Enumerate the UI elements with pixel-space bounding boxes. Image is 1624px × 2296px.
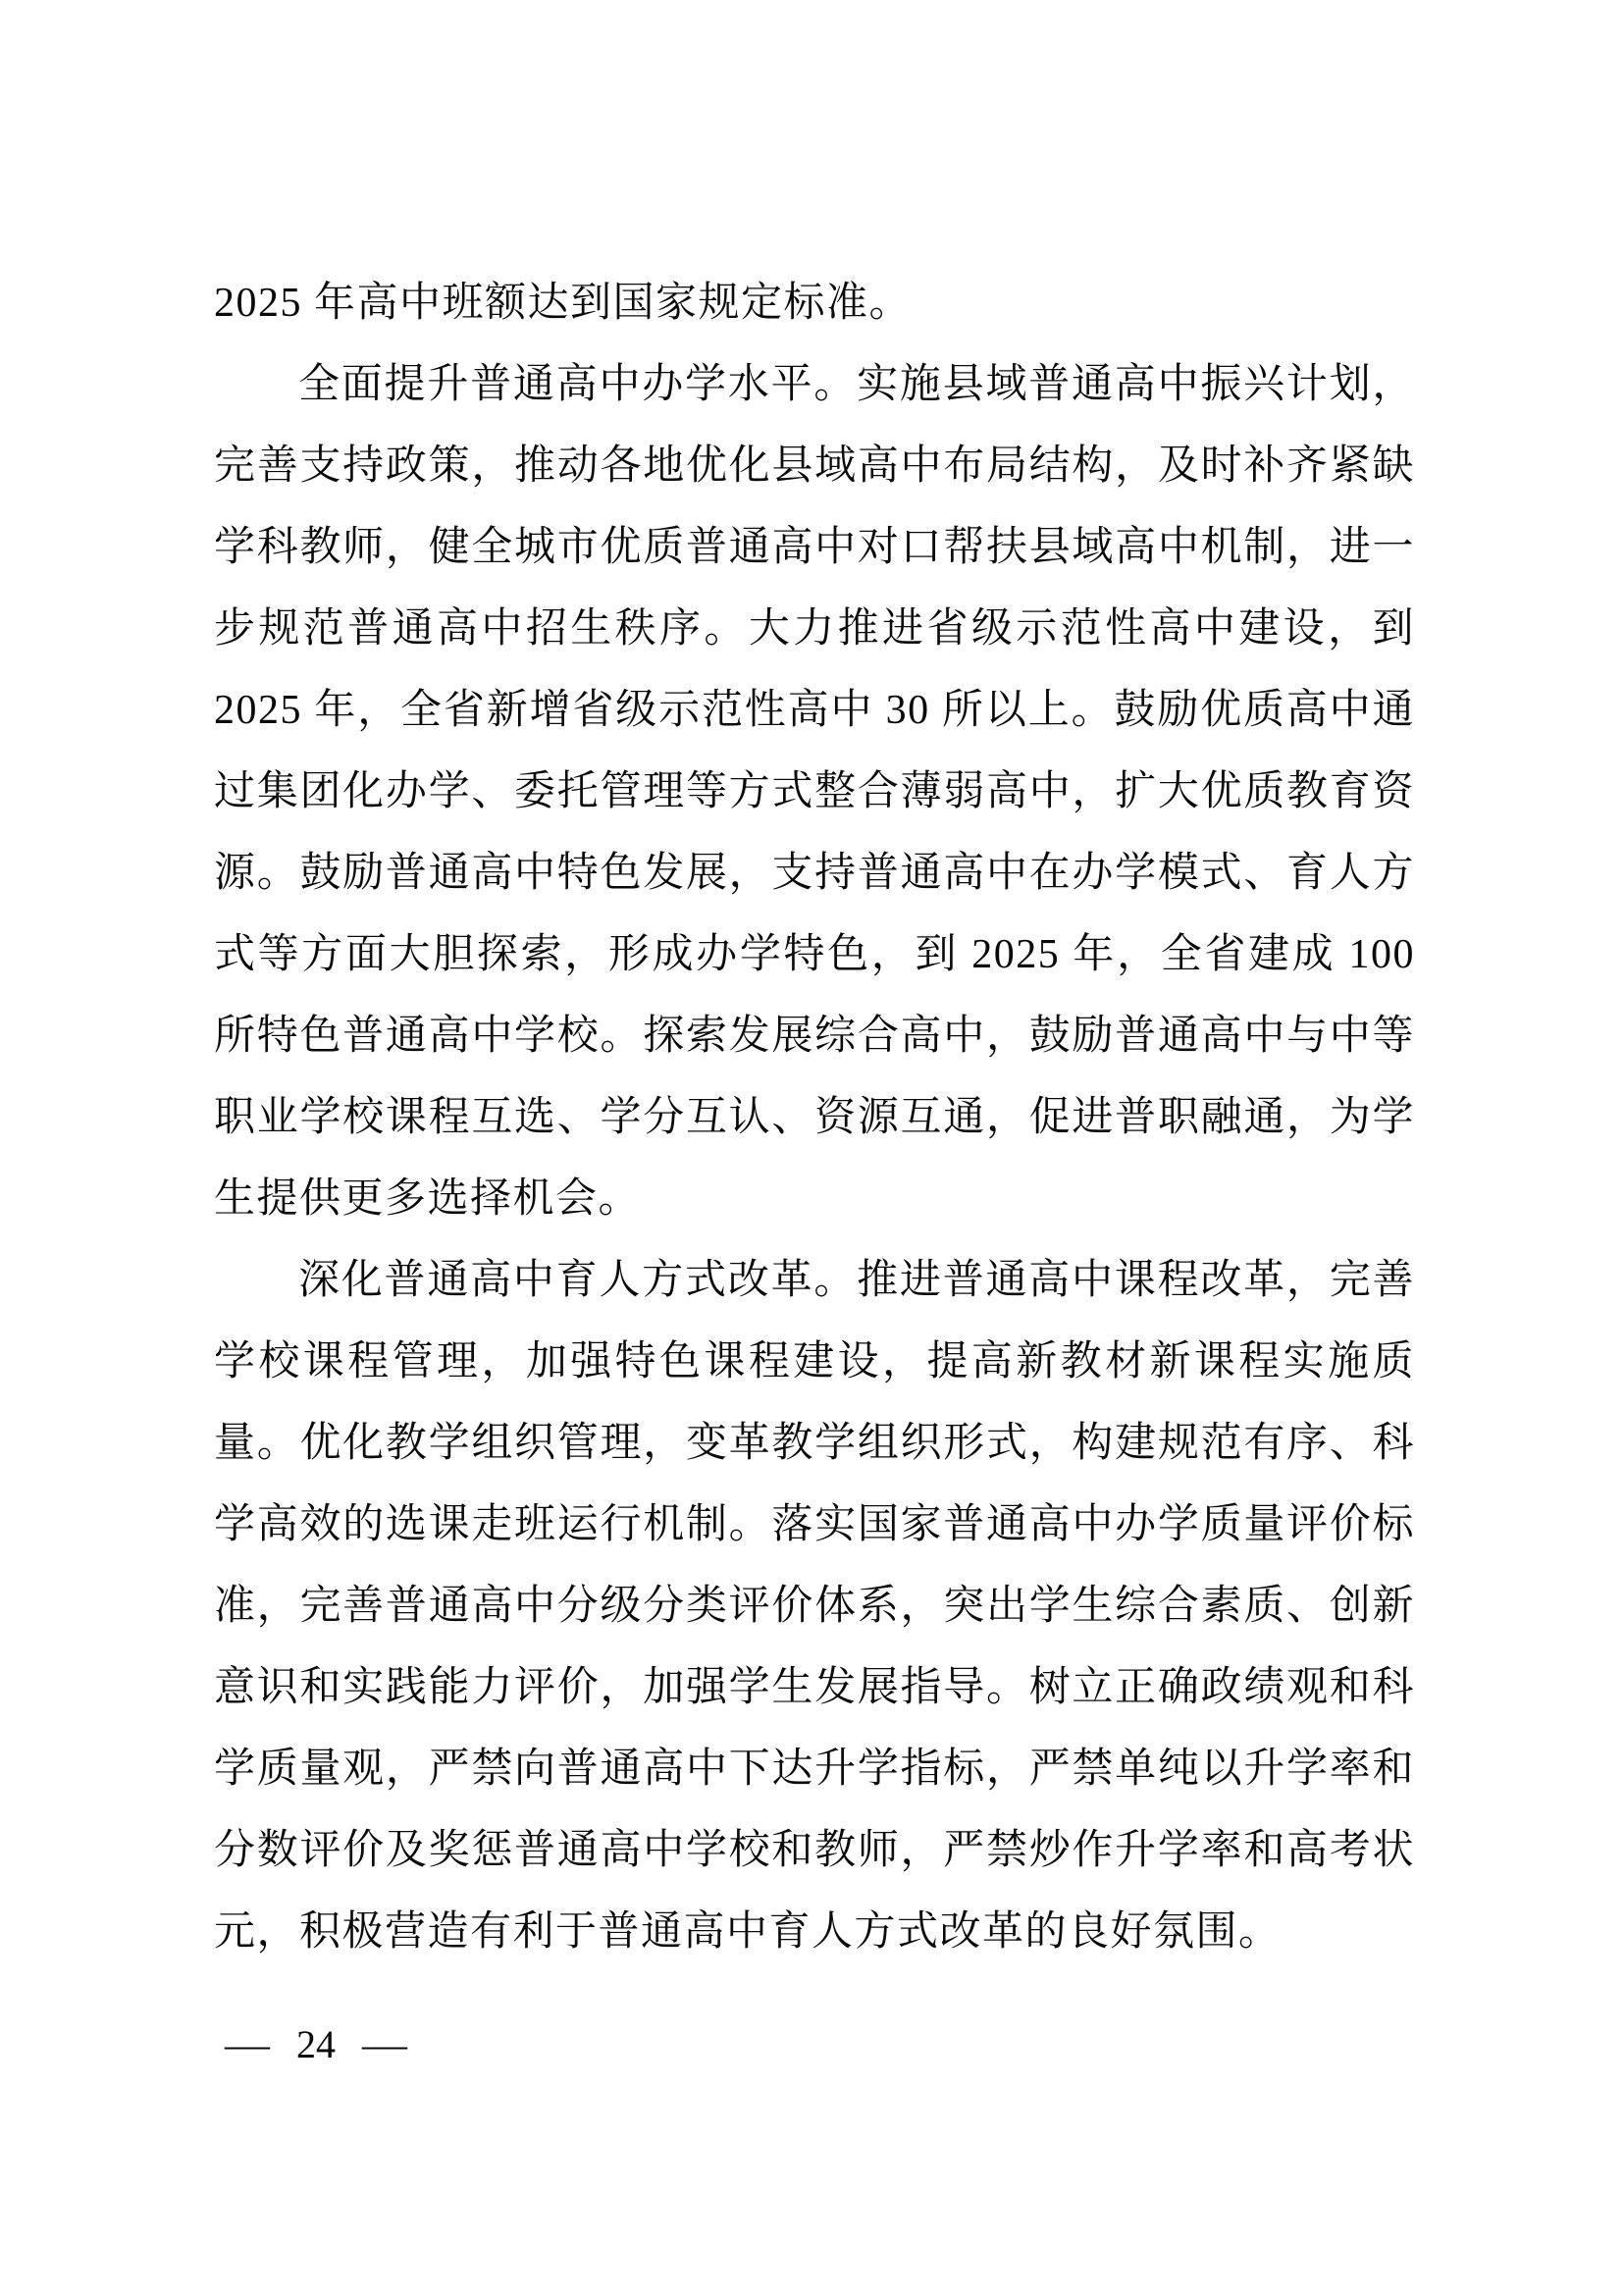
text-line: 源。鼓励普通高中特色发展，支持普通高中在办学模式、育人方 bbox=[214, 851, 1415, 896]
text-line: 意识和实践能力评价，加强学生发展指导。树立正确政绩观和科 bbox=[214, 1665, 1415, 1710]
page-footer bbox=[225, 2022, 407, 2066]
text-line: 学校课程管理，加强特色课程建设，提高新教材新课程实施质 bbox=[214, 1339, 1415, 1384]
text-line: 步规范普通高中招生秩序。大力推进省级示范性高中建设，到 bbox=[214, 606, 1415, 652]
text-line: 生提供更多选择机会。 bbox=[214, 1176, 642, 1222]
text-line: 学质量观，严禁向普通高中下达升学指标，严禁单纯以升学率和 bbox=[214, 1747, 1415, 1792]
footer-dash-right: — bbox=[362, 2022, 407, 2066]
text-line: 完善支持政策，推动各地优化县域高中布局结构，及时补齐紧缺 bbox=[214, 444, 1415, 489]
footer-dash-left: — bbox=[225, 2022, 270, 2066]
text-line: 过集团化办学、委托管理等方式整合薄弱高中，扩大优质教育资 bbox=[214, 769, 1415, 814]
document-body bbox=[214, 263, 1415, 1973]
text-line: 准，完善普通高中分级分类评价体系，突出学生综合素质、创新 bbox=[214, 1584, 1415, 1629]
text-line: 所特色普通高中学校。探索发展综合高中，鼓励普通高中与中等 bbox=[214, 1014, 1415, 1059]
text-line: 职业学校课程互选、学分互认、资源互通，促进普职融通，为学 bbox=[214, 1095, 1415, 1140]
text-line: 2025 年高中班额达到国家规定标准。 bbox=[214, 281, 913, 326]
text-line: 分数评价及奖惩普通高中学校和教师，严禁炒作升学率和高考状 bbox=[214, 1828, 1415, 1873]
text-line: 元，积极营造有利于普通高中育人方式改革的良好氛围。 bbox=[214, 1909, 1282, 1955]
text-line: 深化普通高中育人方式改革。推进普通高中课程改革，完善 bbox=[298, 1258, 1415, 1303]
text-line: 学高效的选课走班运行机制。落实国家普通高中办学质量评价标 bbox=[214, 1502, 1415, 1547]
page-number: 24 bbox=[296, 2022, 336, 2066]
text-line: 全面提升普通高中办学水平。实施县域普通高中振兴计划， bbox=[298, 362, 1415, 407]
text-line: 量。优化教学组织管理，变革教学组织形式，构建规范有序、科 bbox=[214, 1421, 1415, 1466]
text-line: 学科教师，健全城市优质普通高中对口帮扶县域高中机制，进一 bbox=[214, 525, 1415, 570]
text-line: 2025 年，全省新增省级示范性高中 30 所以上。鼓励优质高中通 bbox=[214, 688, 1415, 733]
text-line: 式等方面大胆探索，形成办学特色，到 2025 年，全省建成 100 bbox=[214, 932, 1415, 977]
